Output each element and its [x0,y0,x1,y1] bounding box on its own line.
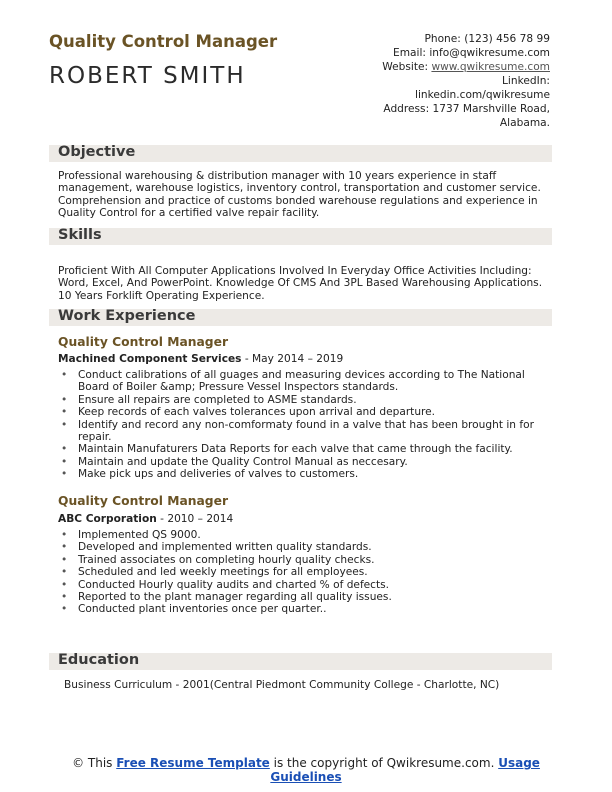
company-name: ABC Corporation [58,513,157,525]
candidate-name: ROBERT SMITH [49,63,246,89]
section-title: Work Experience [58,308,196,324]
footer [58,756,554,784]
list-item: • Scheduled and led weekly meetings for all employees. [58,566,552,578]
usage-guidelines-link[interactable]: Usage Guidelines [270,756,540,784]
contact-website [350,60,550,74]
work-section-header [49,309,552,326]
list-item: • Conduct calibrations of all guages and measuring devices according to The National Board of Boiler &amp; Pressure Vessel Inspectors standards. [58,369,552,394]
contact-email: Email: info@qwikresume.com [393,47,550,59]
objective-text: Professional warehousing & distribution manager with 10 years experience in staff management, warehouse logistics, inventory control, transportation and customer service. Comprehension and practice of customs bonded warehouse regulations and experience in Quality Control for a certified valve repair facility. [58,170,541,220]
section-title: Objective [58,144,136,160]
list-item: • Ensure all repairs are completed to ASME standards. [58,394,552,406]
list-item: • Implemented QS 9000. [58,529,552,541]
job-role: Quality Control Manager [58,494,229,508]
list-item: • Make pick ups and deliveries of valves to customers. [58,468,552,480]
contact-linkedin-value: linkedin.com/qwikresume [415,89,550,101]
contact-website-label: Website: [382,61,432,73]
list-item: • Conducted Hourly quality audits and charted % of defects. [58,579,552,591]
section-title: Skills [58,227,102,243]
job-dates: - May 2014 – 2019 [241,353,344,365]
contact-phone: Phone: (123) 456 78 99 [424,33,550,45]
job-bullets [58,369,552,481]
company-name: Machined Component Services [58,353,242,365]
website-link[interactable]: www.qwikresume.com [431,61,550,73]
contact-address-city: Alabama. [499,117,550,129]
list-item: • Conducted plant inventories once per quarter.. [58,603,552,615]
education-section-header [49,653,552,670]
skills-section-header [49,228,552,245]
list-item: • Trained associates on completing hourly quality checks. [58,554,552,566]
job-title: Quality Control Manager [49,32,278,51]
job-company-line [58,353,343,365]
list-item: • Identify and record any non-comformaty found in a valve that has been brought in for repair. [58,419,552,444]
skills-text: Proficient With All Computer Applications Involved In Everyday Office Activities Including: Word, Excel, And PowerPoint. Knowledge Of CMS And 3PL Based Warehousing Applications. 10 Years Forklift Operating Experience. [58,265,543,302]
list-item: • Developed and implemented written quality standards. [58,541,552,553]
job-company-line [58,513,233,525]
footer-middle: is the copyright of Qwikresume.com. [269,756,499,770]
job-role: Quality Control Manager [58,335,229,349]
contact-address: Address: 1737 Marshville Road, [383,103,550,115]
free-resume-template-link[interactable]: Free Resume Template [116,756,270,770]
list-item: • Maintain Manufaturers Data Reports for each valve that came through the facility. [58,443,552,455]
contact-linkedin-label: LinkedIn: [502,75,550,87]
objective-section-header [49,145,552,162]
job-bullets [58,529,552,616]
section-title: Education [58,652,140,668]
contact-block [350,32,550,130]
education-entry: Business Curriculum - 2001(Central Piedmont Community College - Charlotte, NC) [64,679,500,691]
list-item: • Maintain and update the Quality Control Manual as neccesary. [58,456,552,468]
list-item: • Keep records of each valves tolerances upon arrival and departure. [58,406,552,418]
job-dates: - 2010 – 2014 [156,513,234,525]
footer-prefix: © This [72,756,117,770]
list-item: • Reported to the plant manager regarding all quality issues. [58,591,552,603]
